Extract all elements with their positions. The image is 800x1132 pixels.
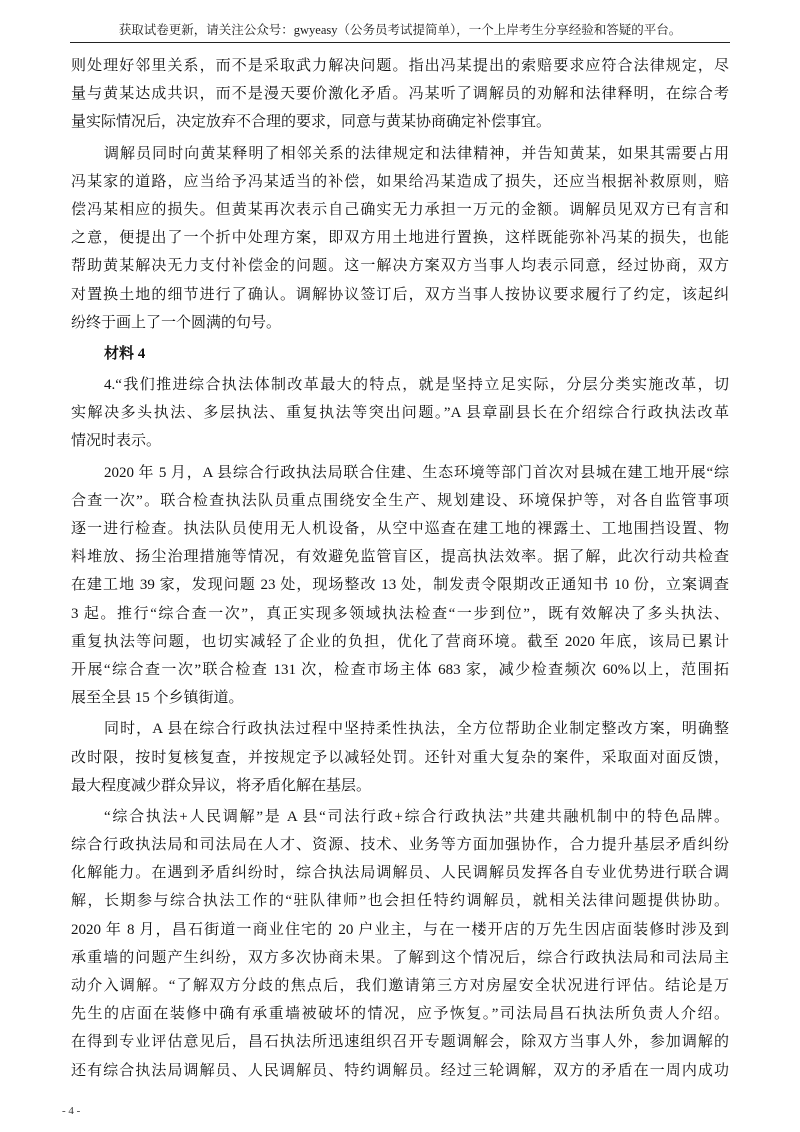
text-line: 在得到专业评估意见后，昌石执法所迅速组织召开专题调解会，除双方当事人外，参加调解的 bbox=[71, 1034, 729, 1051]
text-line: 偿冯某相应的损失。但黄某再次表示自己确实无力承担一万元的金额。调解员见双方已有言和 bbox=[71, 201, 729, 218]
text-line: 调解员同时向黄某释明了相邻关系的法律规定和法律精神，并告知黄某，如果其需要占用 bbox=[104, 145, 729, 162]
text-line: 综合行政执法局和司法局在人才、资源、技术、业务等方面加强协作，合力提升基层矛盾纠纷 bbox=[71, 837, 729, 854]
header-notice: 获取试卷更新，请关注公众号：gwyeasy（公务员考试提简单），一个上岸考生分享经验和答疑的平台。 bbox=[118, 23, 682, 37]
text-line: 实解决多头执法、多层执法、重复执法等突出问题。”A 县章副县长在介绍综合行政执法改革 bbox=[71, 405, 729, 422]
text-line: 量与黄某达成共识，而不是漫天要价激化矛盾。冯某听了调解员的劝解和法律释明，在综合考 bbox=[71, 86, 729, 103]
text-line: 化解能力。在遇到矛盾纠纷时，综合执法局调解员、人民调解员发挥各自专业优势进行联合调 bbox=[71, 865, 729, 882]
text-line: 最大程度减少群众异议，将矛盾化解在基层。 bbox=[71, 777, 372, 794]
page-number: - 4 - bbox=[62, 1105, 81, 1117]
text-line: 帮助黄某解决无力支付补偿金的问题。这一解决方案双方当事人均表示同意，经过协商，双方 bbox=[71, 258, 729, 275]
text-line: 3 起。推行“综合查一次”，真正实现多领域执法检查“一步到位”，既有效解决了多头执法、 bbox=[71, 605, 729, 622]
document-body bbox=[71, 52, 729, 1085]
text-line: 之意，便提出了一个折中处理方案，即双方用土地进行置换，这样既能弥补冯某的损失，也能 bbox=[71, 230, 729, 247]
text-line: 在建工地 39 家，发现问题 23 处，现场整改 13 处，制发责令限期改正通知书 10 份，立案调查 bbox=[71, 577, 729, 594]
text-line: 逐一进行检查。执法队员使用无人机设备，从空中巡查在建工地的裸露土、工地围挡设置、物 bbox=[71, 521, 729, 537]
text-line: 动介入调解。“了解双方分歧的焦点后，我们邀请第三方对房屋安全状况进行评估。结论是万 bbox=[71, 978, 729, 994]
text-line: “综合执法+人民调解”是 A 县“司法行政+综合行政执法”共建共融机制中的特色品牌。 bbox=[104, 808, 729, 825]
text-line: 4.“我们推进综合执法体制改革最大的特点，就是坚持立足实际，分层分类实施改革，切 bbox=[104, 377, 729, 394]
paragraph-2 bbox=[71, 140, 729, 337]
text-line: 料堆放、扬尘治理措施等情况，有效避免监管盲区，提高执法效率。据了解，此次行动共检查 bbox=[71, 549, 729, 566]
text-line: 同时，A 县在综合行政执法过程中坚持柔性执法，全方位帮助企业制定整改方案，明确整 bbox=[104, 721, 729, 738]
text-line: 纷终于画上了一个圆满的句号。 bbox=[71, 314, 282, 331]
text-line: 承重墙的问题产生纠纷，双方多次协商未果。了解到这个情况后，综合行政执法局和司法局主 bbox=[71, 949, 729, 966]
section-title: 材料 4 bbox=[104, 345, 146, 362]
text-line: 先生的店面在装修中确有承重墙被破坏的情况，应予恢复。”司法局昌石执法所负责人介绍。 bbox=[71, 1006, 729, 1023]
text-line: 改时限，按时复核复查，并按规定予以减轻处罚。还针对重大复杂的案件，采取面对面反馈， bbox=[71, 749, 729, 766]
text-line: 冯某家的道路，应当给予冯某适当的补偿，如果给冯某造成了损失，还应当根据补救原则，赔 bbox=[71, 173, 729, 190]
text-line: 2020 年 5 月，A 县综合行政执法局联合住建、生态环境等部门首次对县城在建工地开展“综 bbox=[104, 464, 729, 481]
section-heading bbox=[71, 340, 729, 368]
text-line: 开展“综合查一次”联合检查 131 次，检查市场主体 683 家，减少检查频次 60%以上，范围拓 bbox=[71, 661, 729, 678]
text-line: 展至全县 15 个乡镇街道。 bbox=[71, 690, 244, 707]
paragraph-6 bbox=[71, 803, 729, 1085]
paragraph-1 bbox=[71, 52, 729, 137]
text-line: 则处理好邻里关系，而不是采取武力解决问题。指出冯某提出的索赔要求应符合法律规定，尽 bbox=[71, 58, 729, 74]
header-rule bbox=[70, 42, 730, 43]
text-line: 合查一次”。联合检查执法队员重点围绕安全生产、规划建设、环境保护等，对各自监管事项 bbox=[71, 492, 729, 509]
text-line: 重复执法等问题，也切实减轻了企业的负担，优化了营商环境。截至 2020 年底，该局已累计 bbox=[71, 633, 729, 650]
text-line: 2020 年 8 月，昌石街道一商业住宅的 20 户业主，与在一楼开店的万先生因店面装修时涉及到 bbox=[71, 921, 729, 938]
paragraph-5 bbox=[71, 715, 729, 800]
text-line: 情况时表示。 bbox=[71, 433, 162, 450]
text-line: 还有综合执法局调解员、人民调解员、特约调解员。经过三轮调解，双方的矛盾在一周内成功 bbox=[71, 1062, 729, 1079]
paragraph-4 bbox=[71, 459, 729, 713]
text-line: 对置换土地的细节进行了确认。调解协议签订后，双方当事人按协议要求履行了约定，该起纠 bbox=[71, 286, 729, 303]
text-line: 量实际情况后，决定放弃不合理的要求，同意与黄某协商确定补偿事宜。 bbox=[71, 114, 552, 131]
paragraph-3 bbox=[71, 371, 729, 456]
text-line: 解，长期参与综合执法工作的“驻队律师”也会担任特约调解员，就相关法律问题提供协助。 bbox=[71, 893, 729, 910]
